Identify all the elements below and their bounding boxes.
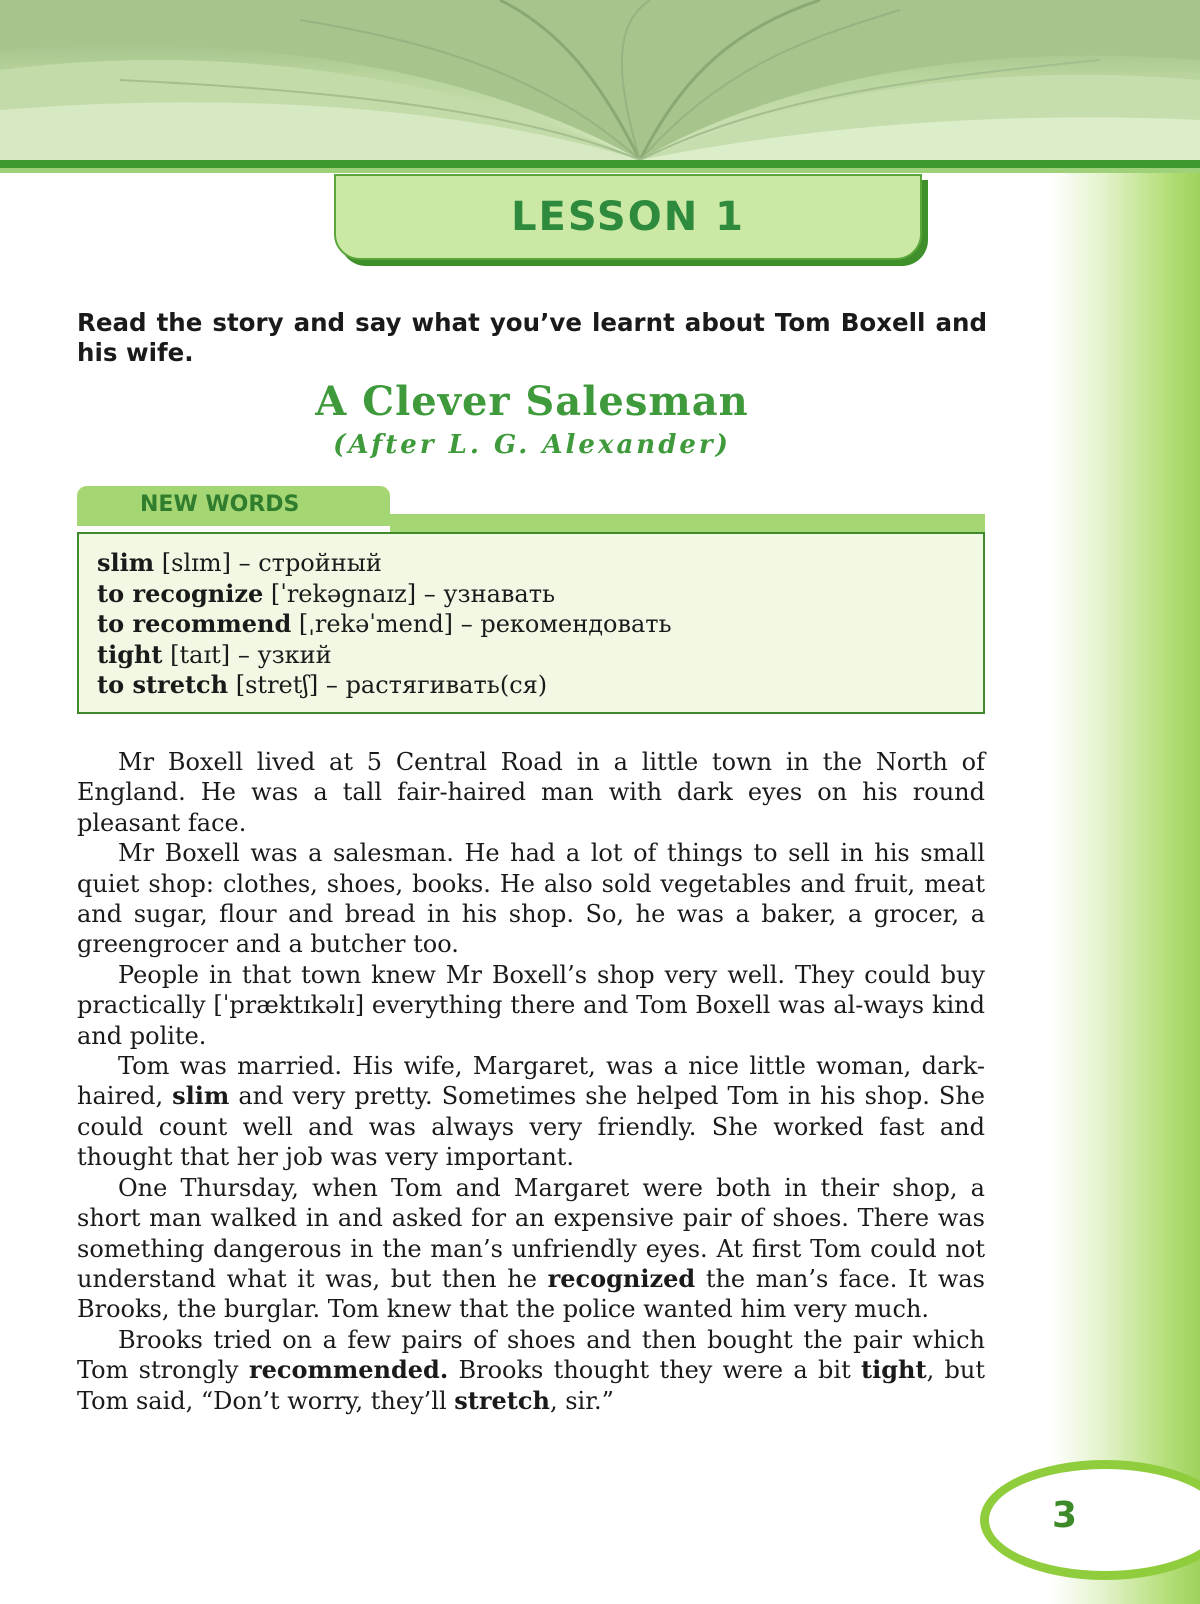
highlighted-word: slim <box>172 1081 230 1111</box>
new-word-transcription: [taɪt] <box>170 640 231 669</box>
story-paragraph: People in that town knew Mr Boxell’s shop very well. They could buy practically [ˈpræktɪkəlɪ] everything there and Tom Boxell was al-ways kind and polite. <box>77 960 985 1050</box>
new-word-dash: – <box>237 640 250 669</box>
paragraph-text: , but Tom said, “Don’t worry, they’ll <box>77 1356 985 1415</box>
story-paragraph <box>77 1051 985 1173</box>
new-word-transcription: [stretʃ] <box>235 671 319 699</box>
story-title: A Clever Salesman <box>315 378 749 425</box>
new-word-translation: рекомендовать <box>480 610 672 638</box>
story-paragraph <box>77 1173 985 1325</box>
new-word: to stretch <box>97 670 229 699</box>
new-word: slim <box>97 548 155 577</box>
new-word-translation: узнавать <box>443 579 556 608</box>
story-paragraph: Mr Boxell was a salesman. He had a lot of things to sell in his small quiet shop: clothes, shoes, books. He also sold vegetables and fruit, meat and sugar, flour and bread in his shop. So, he was a baker, a grocer, a greengrocer and a butcher too. <box>77 839 985 959</box>
new-words-list <box>97 548 977 701</box>
new-word-entry <box>97 609 977 640</box>
new-word-dash: – <box>460 610 473 638</box>
lesson-tab <box>334 174 922 260</box>
header-rule-light <box>0 168 1200 173</box>
new-word-dash: – <box>238 549 251 577</box>
page-number: 3 <box>1052 1495 1078 1536</box>
story-paragraph: Mr Boxell lived at 5 Central Road in a little town in the North of England. He was a tall fair-haired man with dark eyes on his round pleasant face. <box>77 748 985 837</box>
new-word-entry <box>97 640 977 671</box>
paragraph-text: One Thursday, when Tom and Margaret were both in their shop, a short man walked in and asked for an expensive pair of shoes. There was something dangerous in the man’s unfriendly eyes. At first Tom could not understand what it was, but then he <box>77 1173 985 1293</box>
highlighted-word: recognized <box>547 1263 696 1293</box>
side-gradient-band <box>1050 173 1200 1604</box>
paragraph-text: Tom was married. His wife, Margaret, was a nice little woman, dark-haired, <box>77 1052 985 1111</box>
new-word: to recognize <box>97 578 264 608</box>
highlighted-word: recommended. <box>248 1355 449 1385</box>
new-word: tight <box>97 639 163 669</box>
highlighted-word: stretch <box>454 1385 550 1415</box>
lesson-title: LESSON 1 <box>511 194 745 240</box>
story-body <box>77 747 985 1416</box>
paragraph-text: the man’s face. It was Brooks, the burglar. Tom knew that the police wanted him very much. <box>77 1264 985 1324</box>
paragraph-text: and very pretty. Sometimes she helped Tom in his shop. She could count well and was always very friendly. She worked fast and thought that her job was very important. <box>77 1082 985 1172</box>
new-word-translation: стройный <box>258 549 382 577</box>
story-author: (After L. G. Alexander) <box>333 430 731 460</box>
header-rule <box>0 160 1200 168</box>
page-number-oval <box>980 1460 1200 1580</box>
new-word-dash: – <box>423 579 436 608</box>
paragraph-text: , sir.” <box>549 1386 614 1415</box>
new-word-translation: узкий <box>257 640 332 669</box>
new-word-entry <box>97 670 977 701</box>
new-words-label: NEW WORDS <box>140 492 300 517</box>
new-word: to recommend <box>97 609 292 638</box>
header-book-illustration <box>0 0 1200 170</box>
task-instruction: Read the story and say what you’ve learnt about Tom Boxell and his wife. <box>77 308 987 367</box>
paragraph-text: Brooks tried on a few pairs of shoes and then bought the pair which Tom strongly <box>77 1325 985 1385</box>
new-word-entry <box>97 548 977 579</box>
highlighted-word: tight <box>861 1355 927 1385</box>
paragraph-text: Brooks thought they were a bit <box>448 1356 862 1385</box>
story-paragraph <box>77 1325 985 1416</box>
new-word-dash: – <box>325 671 338 699</box>
new-word-translation: растягивать(ся) <box>345 671 548 699</box>
open-book-illustration <box>0 0 1200 170</box>
new-word-transcription: [ˈrekəgnaɪz] <box>270 579 417 608</box>
new-words-strip <box>390 514 985 532</box>
new-word-transcription: [ˌrekəˈmend] <box>298 610 454 638</box>
new-word-entry <box>97 579 977 610</box>
new-word-transcription: [slɪm] <box>161 549 231 577</box>
